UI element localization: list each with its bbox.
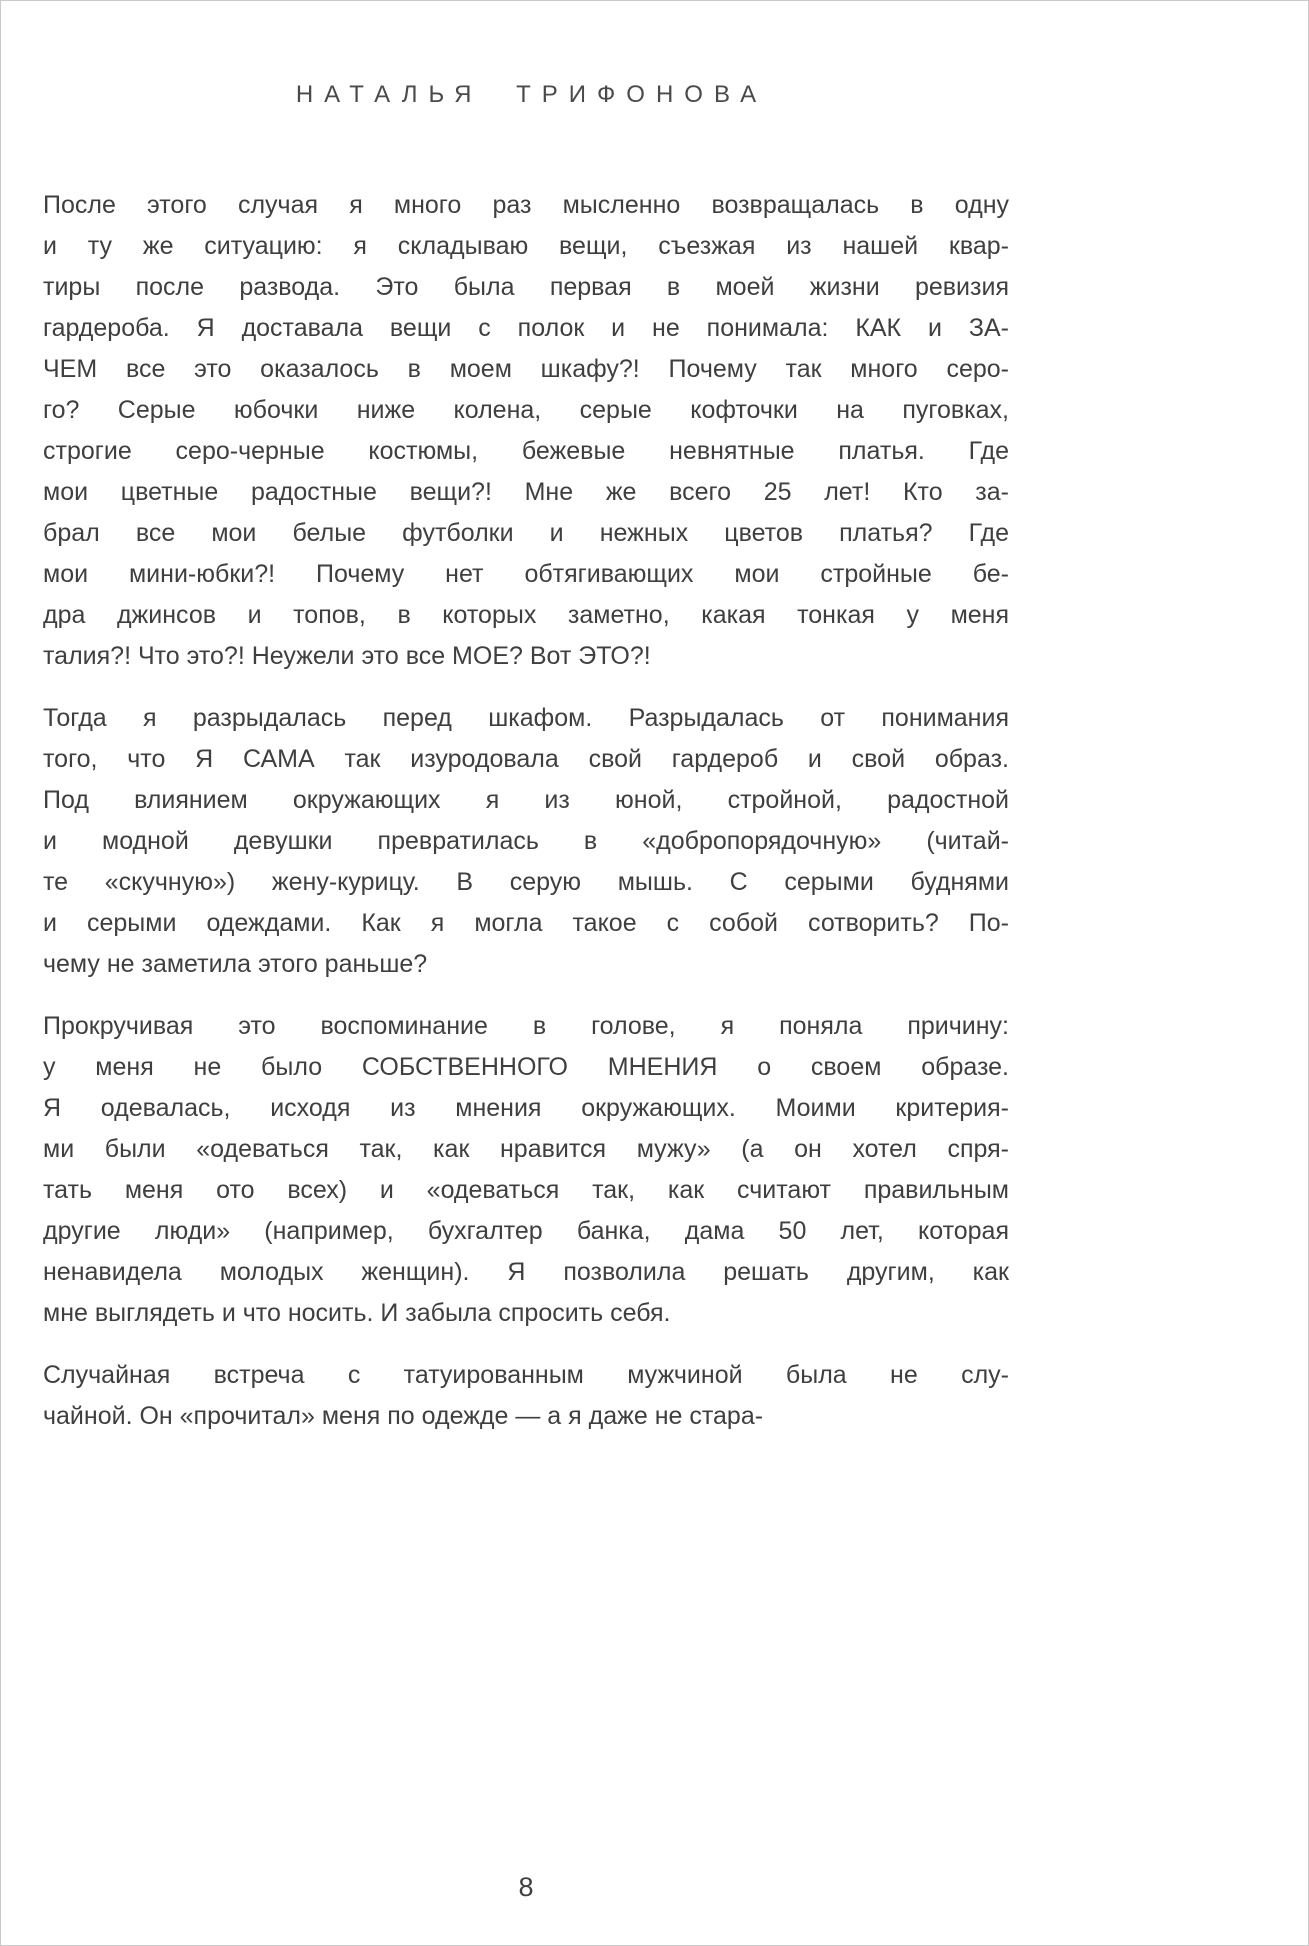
page-footer [43,1872,1009,1903]
text-line: чайной. Он «прочитал» меня по одежде — а я даже не стара- [43,1402,764,1430]
text-line: Прокручивая это воспоминание в голове, я поняла причину: [43,1012,1009,1040]
text-line: ЧЕМ все это оказалось в моем шкафу?! Почему так много серо- [43,355,1009,383]
text-line: го? Серые юбочки ниже колена, серые кофточки на пуговках, [43,396,1009,424]
text-line: те «скучную») жену-курицу. В серую мышь. С серыми буднями [43,868,1009,896]
text-line: у меня не было СОБСТВЕННОГО МНЕНИЯ о своем образе. [43,1053,1009,1081]
text-line: и ту же ситуацию: я складываю вещи, съезжая из нашей квар- [43,232,1009,260]
text-line: Случайная встреча с татуированным мужчиной была не слу- [43,1361,1009,1389]
paragraph-4 [43,1355,1009,1437]
text-line: и модной девушки превратилась в «добропорядочную» (читай- [43,827,1009,855]
text-line: мне выглядеть и что носить. И забыла спросить себя. [43,1299,671,1327]
text-line: мои мини-юбки?! Почему нет обтягивающих мои стройные бе- [43,560,1009,588]
page-header [43,81,1009,109]
text-line: Я одевалась, исходя из мнения окружающих. Моими критерия- [43,1094,1009,1122]
text-line: Под влиянием окружающих я из юной, стройной, радостной [43,786,1009,814]
paragraph-2 [43,698,1009,985]
text-line: строгие серо-черные костюмы, бежевые невнятные платья. Где [43,437,1009,465]
text-line: того, что Я САМА так изуродовала свой гардероб и свой образ. [43,745,1009,773]
text-line: Тогда я разрыдалась перед шкафом. Разрыдалась от понимания [43,704,1009,732]
text-line: брал все мои белые футболки и нежных цветов платья? Где [43,519,1009,547]
text-line: и серыми одеждами. Как я могла такое с собой сотворить? По- [43,909,1009,937]
text-line: талия?! Что это?! Неужели это все МОЕ? Вот ЭТО?! [43,642,651,670]
text-block [43,185,1009,1437]
text-line: другие люди» (например, бухгалтер банка, дама 50 лет, которая [43,1217,1009,1245]
text-line: чему не заметила этого раньше? [43,950,428,978]
text-line: После этого случая я много раз мысленно возвращалась в одну [43,191,1009,219]
page-number: 8 [518,1872,534,1902]
paragraph-1 [43,185,1009,677]
text-line: тать меня ото всех) и «одеваться так, как считают правильным [43,1176,1009,1204]
text-line: гардероба. Я доставала вещи с полок и не понимала: КАК и ЗА- [43,314,1009,342]
text-line: дра джинсов и топов, в которых заметно, какая тонкая у меня [43,601,1009,629]
author-name: НАТАЛЬЯ ТРИФОНОВА [295,81,768,108]
text-line: ненавидела молодых женщин). Я позволила решать другим, как [43,1258,1009,1286]
text-line: ми были «одеваться так, как нравится мужу» (а он хотел спря- [43,1135,1009,1163]
text-line: мои цветные радостные вещи?! Мне же всего 25 лет! Кто за- [43,478,1009,506]
text-line: тиры после развода. Это была первая в моей жизни ревизия [43,273,1009,301]
paragraph-3 [43,1006,1009,1334]
